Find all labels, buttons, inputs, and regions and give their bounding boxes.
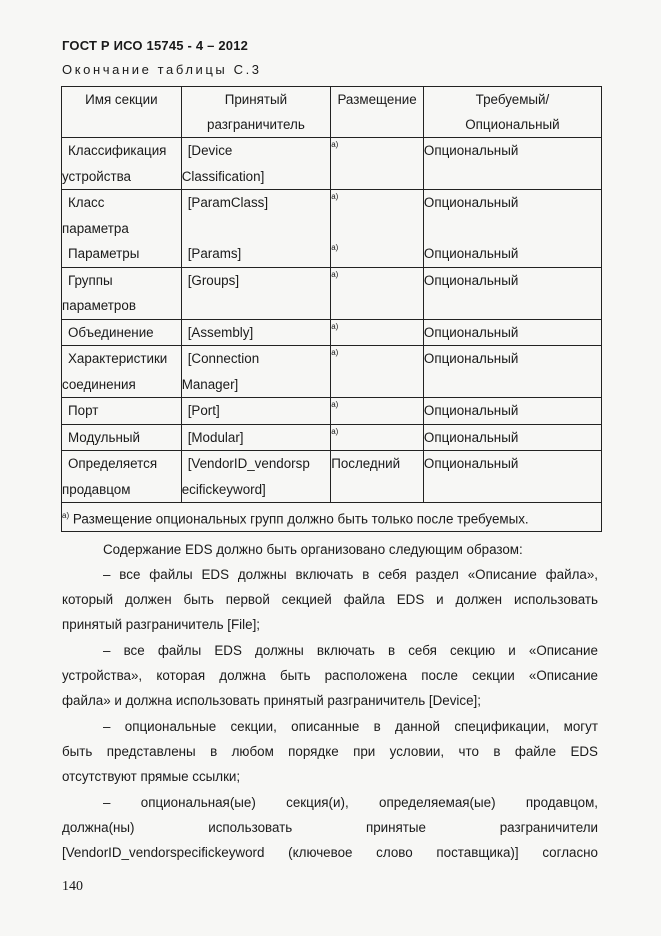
section-name-cell: Модульный: [62, 424, 182, 451]
delimiter-cell: [Device Classification]: [181, 138, 331, 190]
requirement-cell: Опциональный: [423, 267, 601, 319]
table-row: [62, 346, 602, 398]
table-footnote: [62, 503, 602, 532]
placement-cell: a) a): [331, 190, 424, 268]
table-caption: Окончание таблицы С.3: [62, 62, 262, 77]
placement-cell: a): [331, 424, 424, 451]
delimiter-cell: [Assembly]: [181, 319, 331, 346]
table-row: [62, 267, 602, 319]
page-number: 140: [62, 879, 83, 894]
requirement-cell: Опциональный: [423, 424, 601, 451]
list-item: – опциональная(ые) секция(и), определяемая(ые) продавцом, должна(ны) использовать принятые разграничители [VendorID_vendorspecifickeyword (ключевое слово поставщика)] согласно: [62, 795, 598, 860]
delimiter-cell: [Connection Manager]: [181, 346, 331, 398]
table-row: [62, 190, 602, 268]
placement-cell: a): [331, 319, 424, 346]
column-header-placement: Размещение: [331, 87, 424, 138]
requirement-cell: Опциональный: [423, 319, 601, 346]
footnote-mark: a): [62, 511, 70, 520]
table-row: [62, 424, 602, 451]
delimiter-cell: [VendorID_vendorsp ecifickeyword]: [181, 451, 331, 503]
section-name-cell: Классификация устройства: [62, 138, 182, 190]
placement-cell: a): [331, 267, 424, 319]
table-row: [62, 138, 602, 190]
list-item: – опциональные секции, описанные в данной спецификации, могут быть представлены в любом порядке при условии, что в файле EDS отсутствуют прямые ссылки;: [62, 719, 598, 784]
delimiter-cell: [Groups]: [181, 267, 331, 319]
list-item: – все файлы EDS должны включать в себя секцию и «Описание устройства», которая должна быть расположена после секции «Описание файла» и должна использовать принятый разграничитель [Device];: [62, 643, 598, 708]
table-row: [62, 451, 602, 503]
delimiter-cell: [ParamClass] [Params]: [181, 190, 331, 268]
delimiter-cell: [Port]: [181, 398, 331, 425]
placement-cell: Последний: [331, 451, 424, 503]
column-header-delimiter: Принятый разграничитель: [181, 87, 331, 138]
placement-cell: a): [331, 138, 424, 190]
section-name-cell: Определяется продавцом: [62, 451, 182, 503]
section-name-cell: Порт: [62, 398, 182, 425]
placement-cell: a): [331, 398, 424, 425]
body-section: [62, 537, 598, 865]
list-item: – все файлы EDS должны включать в себя раздел «Описание файла», который должен быть первой секцией файла EDS и должен использовать принятый разграничитель [File];: [62, 567, 598, 632]
requirement-cell: Опциональный Опциональный: [423, 190, 601, 268]
section-name-cell: Характеристики соединения: [62, 346, 182, 398]
section-name-cell: Объединение: [62, 319, 182, 346]
table-row: [62, 398, 602, 425]
intro-paragraph: Содержание EDS должно быть организовано следующим образом:: [103, 542, 523, 557]
column-header-required-optional: Требуемый/ Опциональный: [423, 87, 601, 138]
document-id: ГОСТ Р ИСО 15745 - 4 – 2012: [62, 38, 249, 53]
delimiter-cell: [Modular]: [181, 424, 331, 451]
section-name-cell: Класс параметра Параметры: [62, 190, 182, 268]
placement-cell: a): [331, 346, 424, 398]
section-name-cell: Группы параметров: [62, 267, 182, 319]
requirement-cell: Опциональный: [423, 398, 601, 425]
table-footnote-row: [62, 503, 602, 532]
table-row: [62, 319, 602, 346]
table-header-row: [62, 87, 602, 138]
footnote-text: Размещение опциональных групп должно быть только после требуемых.: [72, 511, 529, 527]
column-header-section-name: Имя секции: [62, 87, 182, 138]
requirement-cell: Опциональный: [423, 346, 601, 398]
requirement-cell: Опциональный: [423, 138, 601, 190]
sections-table: [61, 86, 602, 532]
requirement-cell: Опциональный: [423, 451, 601, 503]
